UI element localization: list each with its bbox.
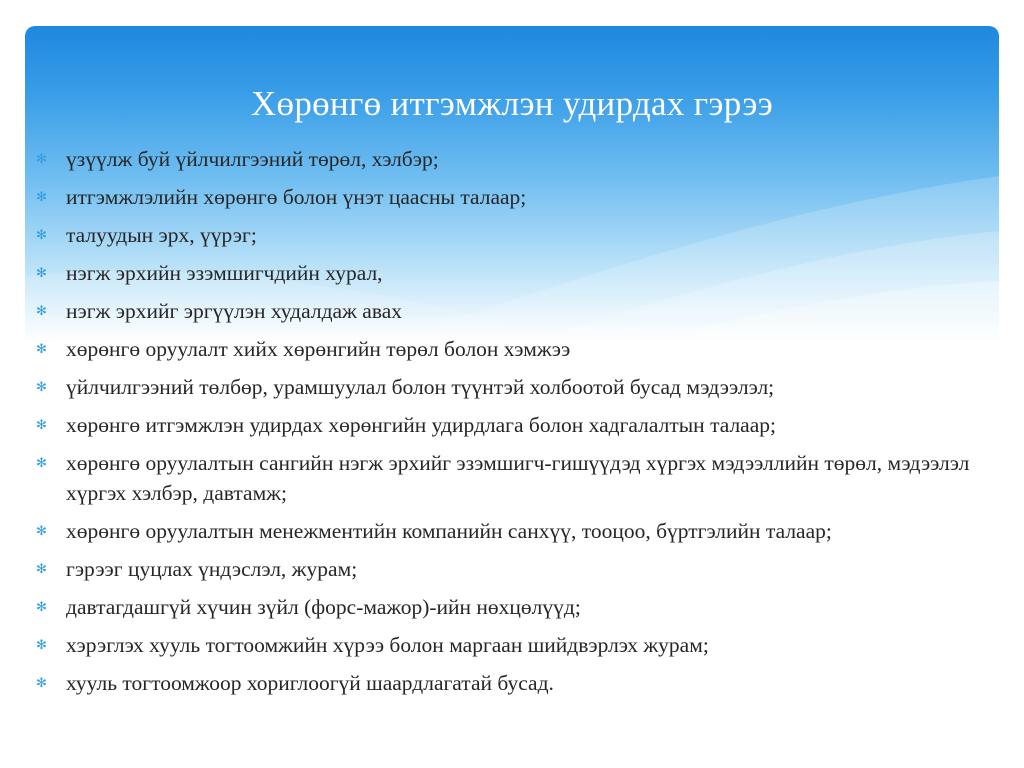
- bullet-text: хөрөнгө оруулалтын менежментийн компанийн санхүү, тооцоо, бүртгэлийн талаар;: [66, 519, 832, 543]
- bullet-item: [36, 516, 986, 546]
- bullet-item: [36, 334, 986, 364]
- bullet-text: итгэмжлэлийн хөрөнгө болон үнэт цаасны талаар;: [66, 185, 527, 209]
- asterisk-bullet-icon: ✻: [36, 637, 47, 652]
- bullet-item: [36, 592, 986, 622]
- asterisk-bullet-icon: ✻: [36, 265, 47, 280]
- asterisk-bullet-icon: ✻: [36, 227, 47, 242]
- bullet-text: давтагдашгүй хүчин зүйл (форс-мажор)-ийн нөхцөлүүд;: [66, 595, 581, 619]
- asterisk-bullet-icon: ✻: [36, 379, 47, 394]
- bullet-text: хэрэглэх хууль тогтоомжийн хүрээ болон маргаан шийдвэрлэх журам;: [66, 633, 709, 657]
- bullet-text: хөрөнгө итгэмжлэн удирдах хөрөнгийн удирдлага болон хадгалалтын талаар;: [66, 413, 776, 437]
- bullet-item: [36, 220, 986, 250]
- bullet-text: үйлчилгээний төлбөр, урамшуулал болон түүнтэй холбоотой бусад мэдээлэл;: [66, 375, 775, 399]
- bullet-item: [36, 296, 986, 326]
- asterisk-bullet-icon: ✻: [36, 341, 47, 356]
- bullet-item: [36, 410, 986, 440]
- asterisk-bullet-icon: ✻: [36, 303, 47, 318]
- bullet-text: хууль тогтоомжоор хориглоогүй шаардлагатай бусад.: [66, 671, 554, 695]
- bullet-item: [36, 630, 986, 660]
- bullet-item: [36, 554, 986, 584]
- bullet-item: [36, 258, 986, 288]
- bullet-text: гэрээг цуцлах үндэслэл, журам;: [66, 557, 358, 581]
- bullet-text: талуудын эрх, үүрэг;: [66, 223, 257, 247]
- bullet-list: [36, 144, 986, 706]
- slide-title: Хөрөнгө итгэмжлэн удирдах гэрээ: [250, 84, 774, 123]
- bullet-text: нэгж эрхийн эзэмшигчдийн хурал,: [66, 261, 383, 285]
- asterisk-bullet-icon: ✻: [36, 561, 47, 576]
- bullet-item: [36, 448, 986, 508]
- asterisk-bullet-icon: ✻: [36, 151, 47, 166]
- asterisk-bullet-icon: ✻: [36, 599, 47, 614]
- asterisk-bullet-icon: ✻: [36, 417, 47, 432]
- bullet-text: хөрөнгө оруулалт хийх хөрөнгийн төрөл болон хэмжээ: [66, 337, 571, 361]
- bullet-text: үзүүлж буй үйлчилгээний төрөл, хэлбэр;: [66, 147, 439, 171]
- bullet-item: [36, 372, 986, 402]
- asterisk-bullet-icon: ✻: [36, 189, 47, 204]
- bullet-item: [36, 182, 986, 212]
- bullet-item: [36, 144, 986, 174]
- bullet-item: [36, 668, 986, 698]
- asterisk-bullet-icon: ✻: [36, 675, 47, 690]
- bullet-text: хөрөнгө оруулалтын сангийн нэгж эрхийг эзэмшигч-гишүүдэд хүргэх мэдээллийн төрөл, мэдээлэл хүргэх хэлбэр, давтамж;: [66, 451, 970, 505]
- asterisk-bullet-icon: ✻: [36, 455, 47, 470]
- asterisk-bullet-icon: ✻: [36, 523, 47, 538]
- bullet-text: нэгж эрхийг эргүүлэн худалдаж авах: [66, 299, 402, 323]
